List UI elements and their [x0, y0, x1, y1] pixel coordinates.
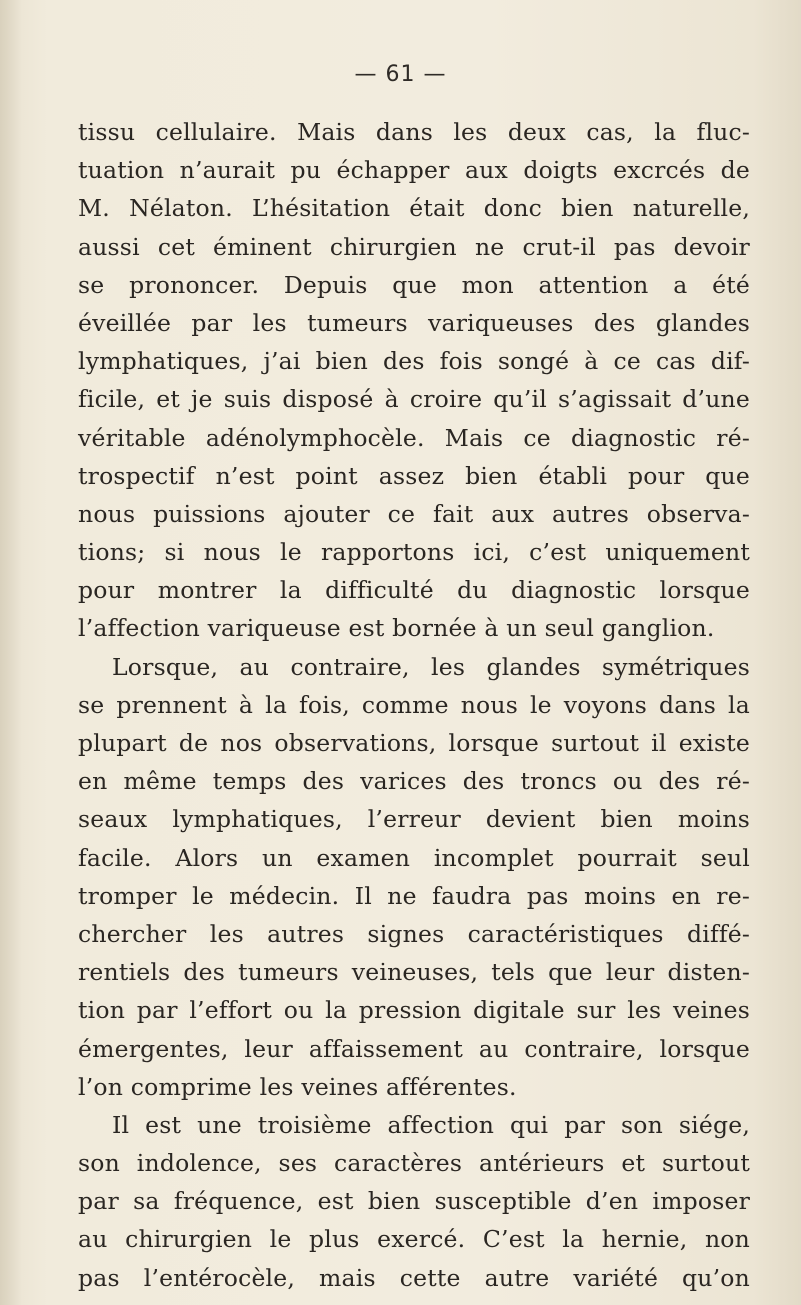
text-line: par sa fréquence, est bien susceptible d’en imposer — [78, 1187, 750, 1216]
text-line: Lorsque, au contraire, les glandes symétriques — [112, 652, 750, 681]
text-line: tissu cellulaire. Mais dans les deux cas, la fluc- — [78, 118, 750, 146]
text-line: facile. Alors un examen incomplet pourrait seul — [78, 843, 750, 872]
text-line: plupart de nos observations, lorsque surtout il existe — [78, 729, 750, 757]
text-line: Il est une troisième affection qui par son siége, — [112, 1110, 750, 1139]
text-line: l’on comprime les veines afférentes. — [78, 1072, 517, 1101]
text-line: M. Nélaton. L’hésitation était donc bien naturelle, — [78, 194, 750, 223]
text-line: tion par l’effort ou la pression digitale sur les veines — [78, 996, 750, 1025]
text-line: aussi cet éminent chirurgien ne crut-il pas devoir — [78, 232, 750, 261]
text-line: pas l’entérocèle, mais cette autre variété qu’on — [78, 1263, 750, 1292]
body-text — [78, 113, 750, 1297]
page-number: — 61 — — [354, 62, 447, 87]
text-line: tuation n’aurait pu échapper aux doigts excrcés de — [78, 156, 750, 185]
text-line: chercher les autres signes caractéristiques diffé- — [78, 919, 750, 948]
page-gutter-shadow — [0, 0, 22, 1305]
text-line: l’affection variqueuse est bornée à un seul ganglion. — [78, 614, 715, 643]
text-line: émergentes, leur affaissement au contraire, lorsque — [78, 1034, 750, 1063]
text-line: éveillée par les tumeurs variqueuses des glandes — [78, 308, 750, 337]
text-line: nous puissions ajouter ce fait aux autres observa- — [78, 499, 750, 528]
text-line: ficile, et je suis disposé à croire qu’il s’agissait d’une — [78, 385, 750, 414]
text-line: pour montrer la difficulté du diagnostic lorsque — [78, 576, 750, 605]
text-line: se prononcer. Depuis que mon attention a été — [78, 270, 750, 299]
text-line: véritable adénolymphocèle. Mais ce diagnostic ré- — [78, 423, 750, 452]
text-line: son indolence, ses caractères antérieurs et surtout — [78, 1149, 750, 1178]
text-line: tromper le médecin. Il ne faudra pas moins en re- — [78, 881, 750, 910]
text-line: tions; si nous le rapportons ici, c’est uniquement — [78, 538, 750, 567]
text-line: seaux lymphatiques, l’erreur devient bien moins — [78, 805, 750, 834]
text-line: au chirurgien le plus exercé. C’est la hernie, non — [78, 1225, 750, 1254]
text-line: se prennent à la fois, comme nous le voyons dans la — [78, 690, 750, 719]
text-line: rentiels des tumeurs veineuses, tels que leur disten- — [78, 958, 750, 987]
text-line: trospectif n’est point assez bien établi pour que — [78, 461, 750, 490]
text-line: en même temps des varices des troncs ou des ré- — [78, 767, 750, 796]
text-line: lymphatiques, j’ai bien des fois songé à ce cas dif- — [78, 347, 750, 376]
